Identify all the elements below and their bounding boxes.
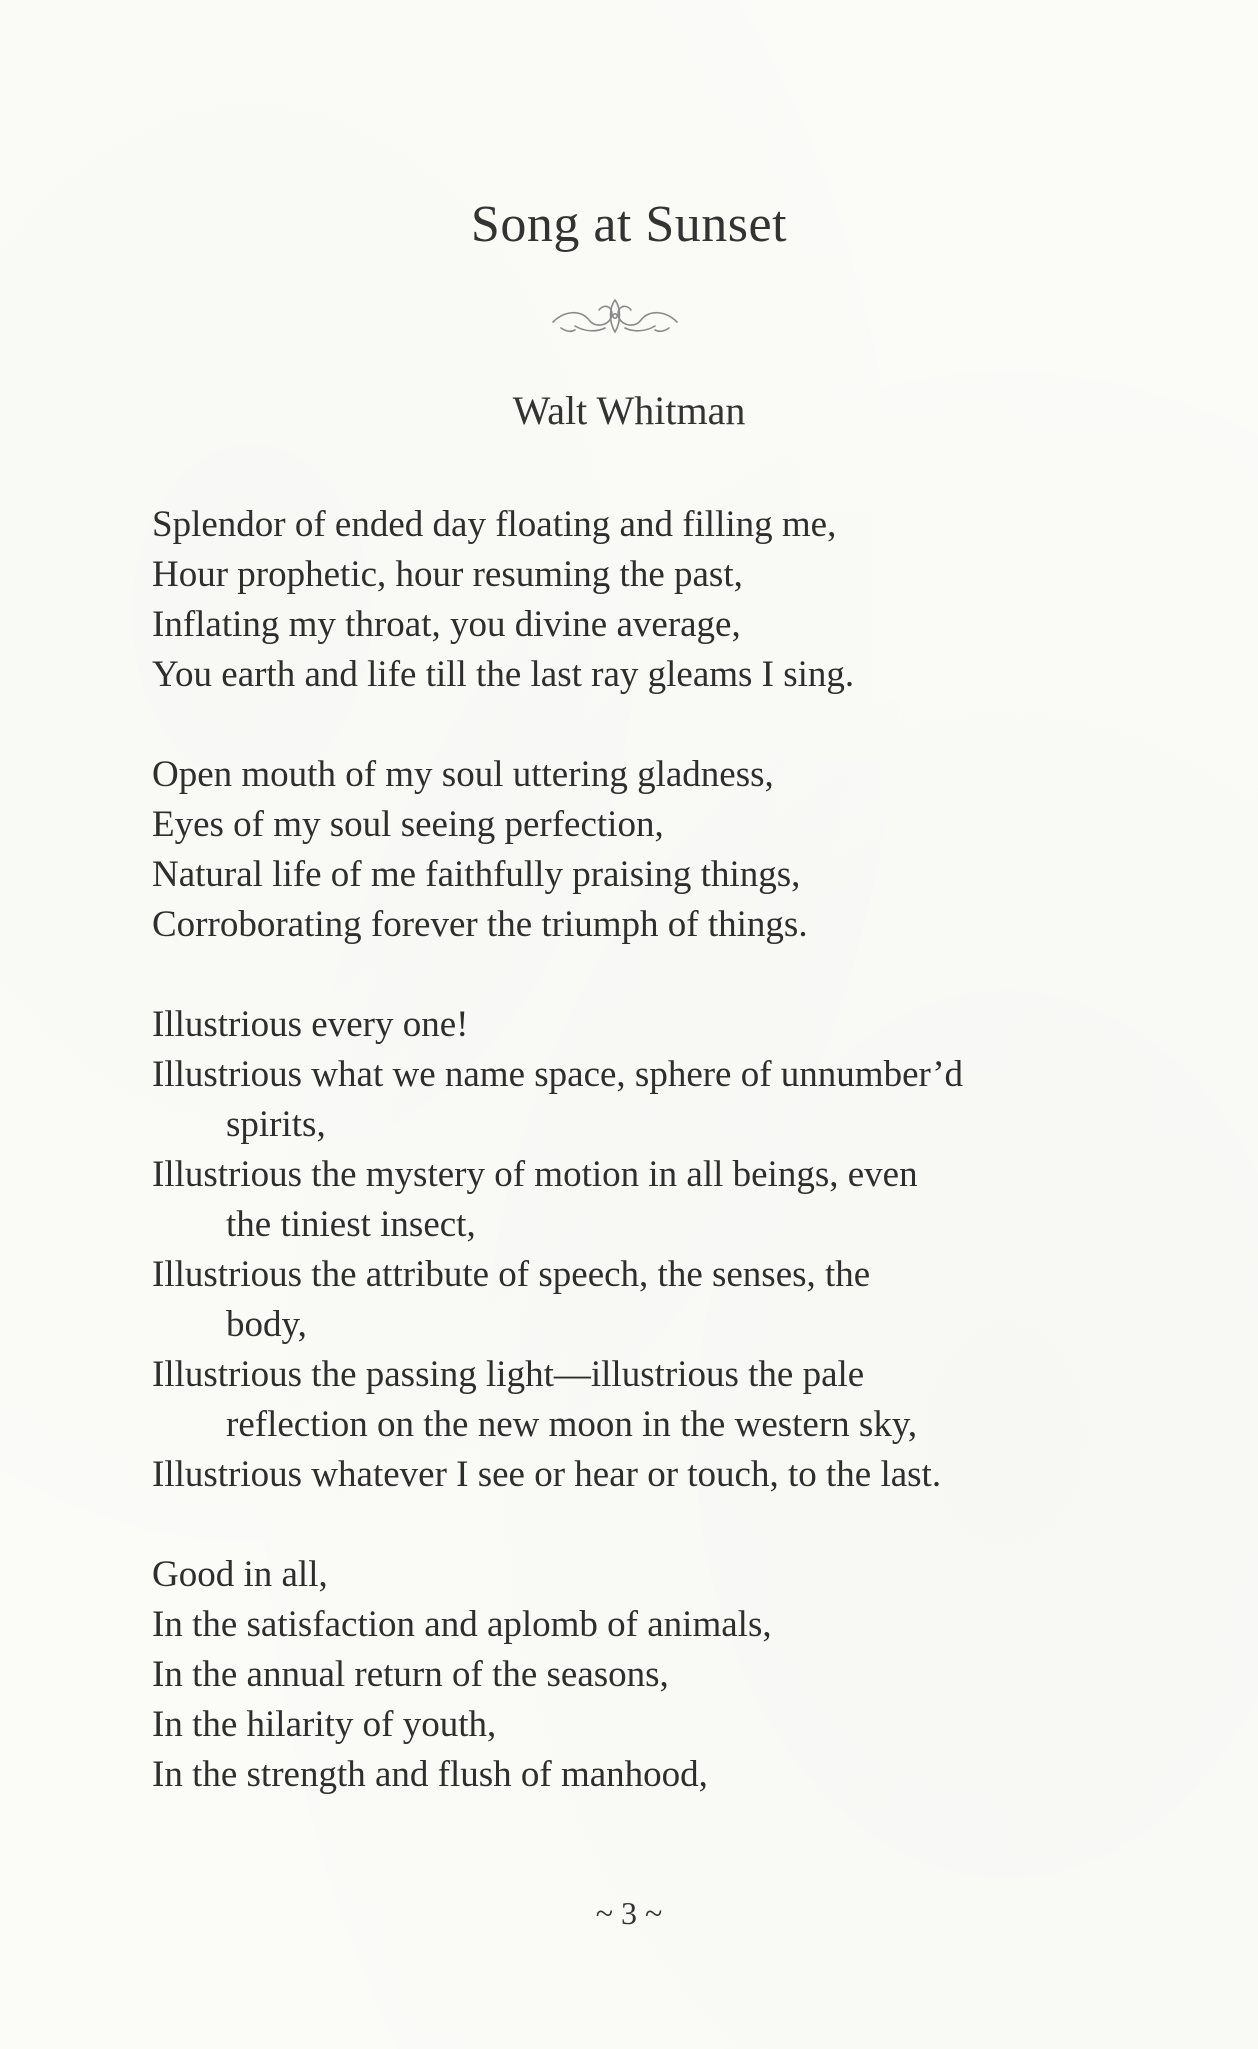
poem-line: Splendor of ended day floating and filling me, xyxy=(152,504,837,545)
poem-line: You earth and life till the last ray gleams I sing. xyxy=(152,654,855,695)
stanza-1 xyxy=(152,500,1152,700)
stanza-2 xyxy=(152,750,1152,950)
poem-line: In the annual return of the seasons, xyxy=(152,1654,669,1695)
poem-line: Hour prophetic, hour resuming the past, xyxy=(152,554,743,595)
stanza-3 xyxy=(152,1000,1152,1500)
poem-body xyxy=(152,500,1152,1850)
poem-title: Song at Sunset xyxy=(470,196,788,253)
poem-line: Natural life of me faithfully praising things, xyxy=(152,854,801,895)
poem-line-continuation: body, xyxy=(226,1304,307,1345)
poem-line: Inflating my throat, you divine average, xyxy=(152,604,741,645)
page-number: ~ 3 ~ xyxy=(595,1895,663,1931)
scroll-flourish-icon xyxy=(545,292,685,342)
poem-line: Illustrious the attribute of speech, the senses, the xyxy=(152,1254,871,1295)
poem-line: In the satisfaction and aplomb of animals, xyxy=(152,1604,772,1645)
poem-line: Corroborating forever the triumph of things. xyxy=(152,904,808,945)
poem-line-continuation: reflection on the new moon in the western sky, xyxy=(226,1404,918,1445)
poem-line: Illustrious every one! xyxy=(152,1004,469,1045)
poem-line: In the strength and flush of manhood, xyxy=(152,1754,708,1795)
poem-line: Illustrious whatever I see or hear or touch, to the last. xyxy=(152,1454,942,1495)
poem-line-continuation: spirits, xyxy=(226,1104,326,1145)
poem-line: Open mouth of my soul uttering gladness, xyxy=(152,754,774,795)
poem-line-continuation: the tiniest insect, xyxy=(226,1204,476,1245)
stanza-4 xyxy=(152,1550,1152,1800)
poem-line: Illustrious what we name space, sphere of unnumber’d xyxy=(152,1054,964,1095)
poem-line: Good in all, xyxy=(152,1554,328,1595)
poem-line: Illustrious the passing light—illustrious the pale xyxy=(152,1354,865,1395)
poem-line: In the hilarity of youth, xyxy=(152,1704,497,1745)
author-name: Walt Whitman xyxy=(512,388,746,433)
poem-line: Illustrious the mystery of motion in all beings, even xyxy=(152,1154,918,1195)
poem-line: Eyes of my soul seeing perfection, xyxy=(152,804,664,845)
